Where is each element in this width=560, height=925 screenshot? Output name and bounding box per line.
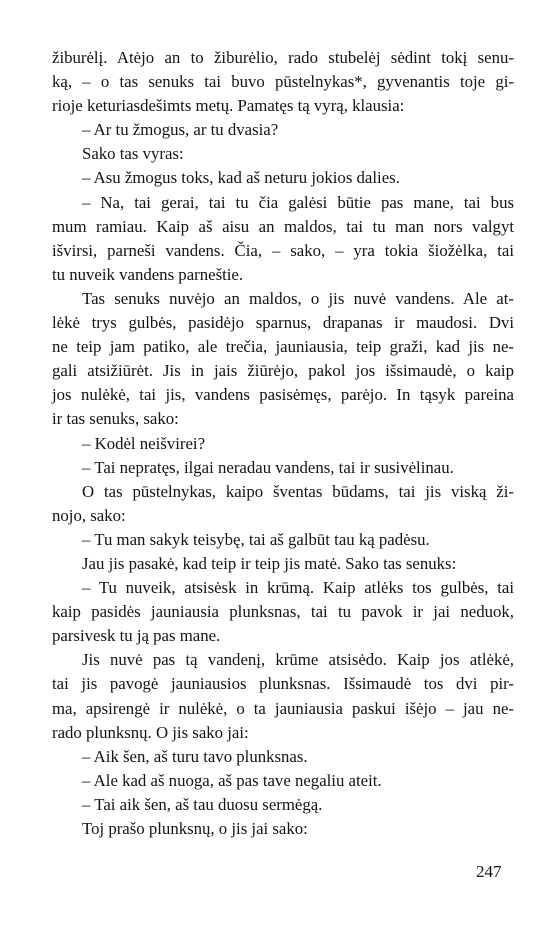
text-line: – Tai aik šen, aš tau duosu sermėgą. (82, 794, 323, 814)
text-line: lėkė trys gulbės, pasidėjo sparnus, drapanas ir maudosi. Dvi (52, 313, 514, 333)
page-number: 247 (476, 862, 502, 881)
text-line: – Asu žmogus toks, kad aš neturu jokios dalies. (82, 168, 400, 188)
text-line: – Tu man sakyk teisybę, tai aš galbūt tau ką padėsu. (82, 529, 430, 549)
text-line: rado plunksnų. O jis sako jai: (52, 722, 249, 742)
text-line: nojo, sako: (52, 505, 126, 525)
text-line: gali atsižiūrėt. Jis in jais žiūrėjo, pakol jos išsimaudė, o kaip (52, 361, 514, 381)
text-line: – Ar tu žmogus, ar tu dvasia? (82, 120, 279, 140)
text-line: jos nulėkė, tai jis, vandens pasisėmęs, parėjo. In tąsyk pareina (52, 385, 514, 405)
text-line: ką, – o tas senuks tai buvo pūstelnykas*, gyvenantis toje gi- (52, 72, 514, 92)
text-body (52, 46, 514, 841)
text-line: Jau jis pasakė, kad teip ir teip jis matė. Sako tas senuks: (82, 553, 457, 573)
text-line: – Tai nepratęs, ilgai neradau vandens, tai ir susivėlinau. (82, 457, 454, 477)
text-line: ir tas senuks, sako: (52, 409, 179, 429)
text-line: – Na, tai gerai, tai tu čia galėsi būtie pas mane, tai bus (82, 192, 514, 212)
text-line: O tas pūstelnykas, kaipo šventas būdams, tai jis viską ži- (82, 481, 514, 501)
text-line: kaip pasidės jauniausia plunksnas, tai tu pavok ir jai neduok, (52, 602, 514, 622)
text-line: Tas senuks nuvėjo an maldos, o jis nuvė vandens. Ale at- (82, 288, 514, 308)
text-line: žiburėlį. Atėjo an to žiburėlio, rado stubelėj sėdint tokį senu- (52, 48, 514, 67)
text-line: – Kodėl neišvirei? (82, 433, 206, 453)
text-line: tu nuveik vandens parneštie. (52, 264, 244, 284)
text-line: Sako tas vyras: (82, 144, 184, 164)
text-line: ma, apsirengė ir nulėkė, o ta jauniausia paskui išėjo – jau ne- (52, 698, 514, 718)
text-line: mum ramiau. Kaip aš aisu an maldos, tai tu man nors valgyt (52, 216, 514, 236)
text-line: tai jis pavogė jauniausios plunksnas. Išsimaudė tos dvi pir- (52, 674, 514, 694)
text-line: Jis nuvė pas tą vandenį, krūme atsisėdo. Kaip jos atlėkė, (82, 650, 514, 670)
text-line: parsivesk tu ją pas mane. (52, 626, 221, 646)
text-line: – Tu nuveik, atsisėsk in krūmą. Kaip atlėks tos gulbės, tai (82, 578, 514, 598)
text-line: ne teip jam patiko, ale trečia, jauniausia, teip graži, kad jis ne- (52, 337, 514, 357)
text-line: – Aik šen, aš turu tavo plunksnas. (82, 746, 308, 766)
text-line: rioje keturiasdešimts metų. Pamatęs tą vyrą, klausia: (52, 96, 405, 116)
text-line: išvirsi, parneši vandens. Čia, – sako, – yra tokia šiožėlka, tai (52, 240, 514, 260)
text-line: – Ale kad aš nuoga, aš pas tave negaliu ateit. (82, 770, 382, 790)
text-line: Toj prašo plunksnų, o jis jai sako: (82, 819, 308, 838)
